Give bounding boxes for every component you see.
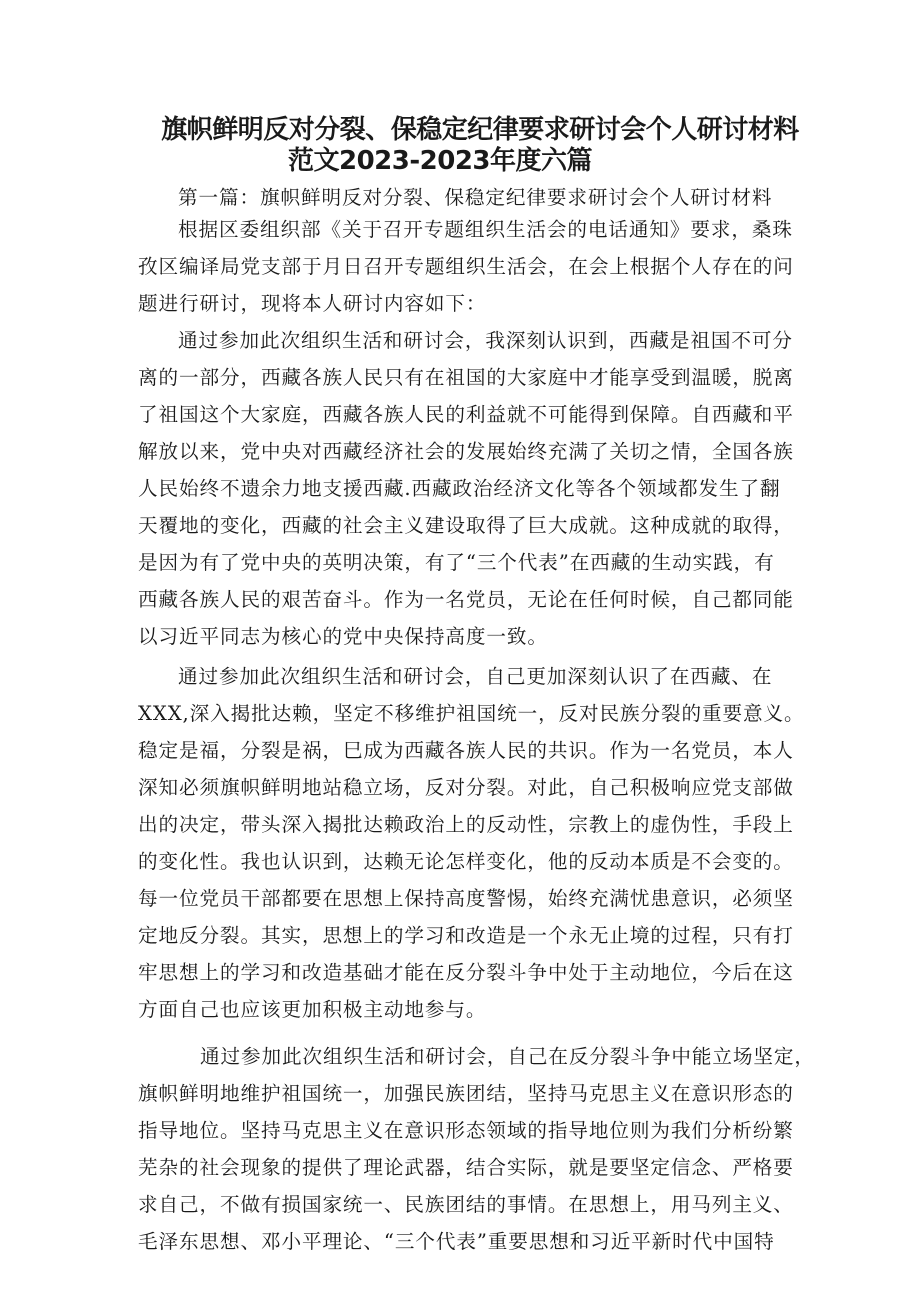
body-line: 毛泽东思想、邓小平理论、“三个代表”重要思想和习近平新时代中国特 (138, 1230, 775, 1253)
document-title-line-1: 旗帜鲜明反对分裂、保稳定纪律要求研讨会个人研讨材料 (161, 115, 799, 145)
body-line: 方面自己也应该更加积极主动地参与。 (138, 998, 487, 1021)
body-line: 稳定是福，分裂是祸，巳成为西藏各族人民的共识。作为一名党员，本人 (138, 739, 794, 762)
body-line: 人民始终不遗余力地支援西藏.西藏政治经济文化等各个领域都发生了翻 (138, 477, 781, 500)
body-line: 以习近平同志为核心的党中央保持高度一致。 (138, 625, 548, 648)
body-line: XXX,深入揭批达赖，坚定不移维护祖国统一，反对民族分裂的重要意义。 (138, 702, 805, 725)
body-line: 天覆地的变化，西藏的社会主义建设取得了巨大成就。这种成就的取得， (138, 514, 794, 537)
section-heading: 第一篇：旗帜鲜明反对分裂、保稳定纪律要求研讨会个人研讨材料 (178, 186, 773, 209)
body-line: 解放以来，党中央对西藏经济社会的发展始终充满了关切之情，全国各族 (138, 440, 794, 463)
body-line: 出的决定，带头深入揭批达赖政治上的反动性，宗教上的虚伪性，手段上 (138, 813, 794, 836)
body-line: 西藏各族人民的艰苦奋斗。作为一名党员，无论在任何时候，自己都同能 (138, 588, 794, 611)
body-line: 通过参加此次组织生活和研讨会，自己在反分裂斗争中能立场坚定， (200, 1045, 815, 1068)
body-line: 离的一部分，西藏各族人民只有在祖国的大家庭中才能享受到温暖，脱离 (138, 366, 794, 389)
body-line: 定地反分裂。其实，思想上的学习和改造是一个永无止境的过程，只有打 (138, 924, 794, 947)
body-line: 了祖国这个大家庭，西藏各族人民的利益就不可能得到保障。自西藏和平 (138, 403, 794, 426)
body-line: 的变化性。我也认识到，达赖无论怎样变化，他的反动本质是不会变的。 (138, 850, 794, 873)
body-line: 牢思想上的学习和改造基础才能在反分裂斗争中处于主动地位，今后在这 (138, 961, 794, 984)
body-line: 根据区委组织部《关于召开专题组织生活会的电话通知》要求，桑珠 (178, 218, 793, 241)
body-line: 是因为有了党中央的英明决策，有了“三个代表”在西藏的生动实践，有 (138, 551, 775, 574)
body-line: 通过参加此次组织生活和研讨会，我深刻认识到，西藏是祖国不可分 (178, 329, 793, 352)
body-line: 每一位党员干部都要在思想上保持高度警惕，始终充满忧患意识，必须坚 (138, 887, 794, 910)
body-line: 旗帜鲜明地维护祖国统一，加强民族团结，坚持马克思主义在意识形态的 (138, 1082, 794, 1105)
body-line: 芜杂的社会现象的提供了理论武器，结合实际，就是要坚定信念、严格要 (138, 1156, 794, 1179)
body-line: 通过参加此次组织生活和研讨会，自己更加深刻认识了在西藏、在 (178, 665, 773, 688)
body-line: 孜区编译局党支部于月日召开专题组织生活会，在会上根据个人存在的问 (138, 255, 794, 278)
document-title-line-2: 范文2023-2023年度六篇 (287, 146, 593, 176)
body-line: 深知必须旗帜鲜明地站稳立场，反对分裂。对此，自己积极响应党支部做 (138, 776, 794, 799)
body-line: 求自己，不做有损国家统一、民族团结的事情。在思想上，用马列主义、 (138, 1193, 794, 1216)
body-line: 题进行研讨，现将本人研讨内容如下： (138, 292, 487, 315)
body-line: 指导地位。坚持马克思主义在意识形态领域的指导地位则为我们分析纷繁 (138, 1119, 794, 1142)
